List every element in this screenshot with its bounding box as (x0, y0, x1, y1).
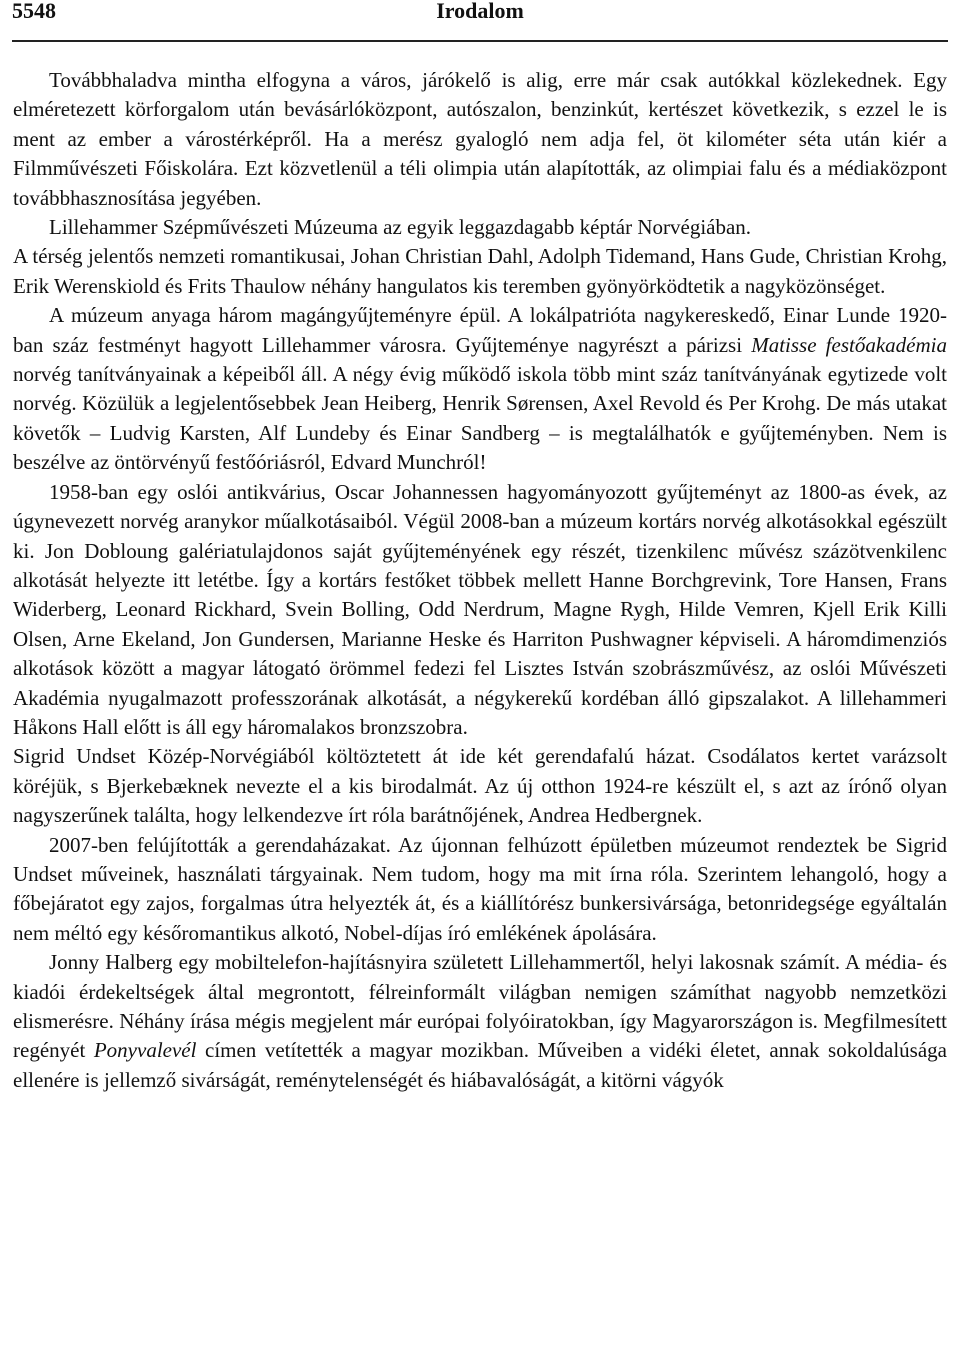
paragraph-text: címen vetítették a magyar mozikban. Műveiben a vidéki életet, annak sokoldalúsága ellenére is jellemző sivárságát, reménytelenségét és hiábavalóságát, a kitörni vágyók (13, 1038, 947, 1092)
section-title: Irodalom (436, 0, 524, 23)
paragraph: A térség jelentős nemzeti romantikusai, Johan Christian Dahl, Adolph Tidemand, Hans Gude, Christian Krohg, Erik Werenskiold és Frits Thaulow néhány hangulatos kis teremben gyönyörködtetik a nagyközönséget. (13, 244, 947, 298)
paragraph: Lillehammer Szépművészeti Múzeuma az egyik leggazdagabb képtár Norvégiában. (49, 215, 752, 240)
paragraph: 1958-ban egy oslói antikvárius, Oscar Johannessen hagyományozott gyűjteményt az 1800-as évek, az úgynevezett norvég aranykor műalkotásaiból. Végül 2008-ban a múzeum kortárs norvég alkotásokkal egészült ki. Jon Dobloung galériatulajdonos saját gyűjteményének egy részét, tizenkilenc művész százötvenkilenc alkotását helyezte itt letétbe. Így a kortárs festőket többek mellett Hanne Borchgrevink, Tore Hansen, Frans Widerberg, Leonard Rickhard, Svein Bolling, Odd Nerdrum, Magne Rygh, Hilde Vemren, Kjell Erik Killi Olsen, Arne Ekeland, Jon Gundersen, Marianne Heske és Harriton Pushwagner képviseli. A háromdimenziós alkotások között a magyar látogató örömmel fedezi fel Lisztes István szobrászművész, az oslói Művészeti Akadémia nyugalmazott professzorának alkotását, a négykerekű kordéban álló gipszalakot. A lillehammeri Håkons Hall előtt is áll egy háromalakos bronzszobra. (13, 479, 947, 739)
page-number: 5548 (12, 0, 56, 23)
article-body (13, 66, 947, 1095)
paragraph: Sigrid Undset Közép-Norvégiából költöztetett át ide két gerendafalú házat. Csodálatos kertet varázsolt köréjük, s Bjerkebæknek nevezte el a kis birodalmát. Az új otthon 1924-re készült el, s azt az írónő olyan nagyszerűnek találta, hogy lelkendezve írt róla barátnőjének, Andrea Hedbergnek. (13, 744, 947, 828)
paragraph-text: A múzeum anyaga három magángyűjteményre épül. A lokálpatrióta nagykereskedő, Einar Lunde 1920-ban száz festményt hagyott Lillehammer városra. Gyűjteménye nagyrészt a párizsi (13, 303, 947, 357)
header-rule (12, 40, 948, 42)
page-header (12, 0, 948, 32)
italic-term: Matisse festőakadémia (751, 332, 947, 357)
paragraph (13, 948, 947, 1095)
paragraph-text: norvég tanítványainak a képeiből áll. A négy évig működő iskola több mint száz tanítványának egytizede volt norvég. Közülük a legjelentősebbek Jean Heiberg, Henrik Sørensen, Axel Revold és Per Krohg. De más utakat követők – Ludvig Karsten, Alf Lundeby és Einar Sandberg – is megtalálhatók e gyűjteményben. Nem is beszélve az öntörvényű festőóriásról, Edvard Munchról! (13, 362, 947, 475)
italic-title: Ponyvalevél (93, 1038, 197, 1063)
paragraph: Továbbhaladva mintha elfogyna a város, járókelő is alig, erre már csak autókkal közlekednek. Egy elméretezett körforgalom után bevásárlóközpont, autószalon, benzinkút, kertészet következik, s ezzel le is ment az ember a várostérképről. Ha a merész gyalogló nem adja fel, öt kilométer séta után kiér a Filmművészeti Főiskolára. Ezt közvetlenül a téli olimpia után alapították, az olimpiai falu és a médiaközpont továbbhasznosítása jegyében. (13, 68, 947, 210)
paragraph-text: Jonny Halberg egy mobiltelefon-hajításnyira született Lillehammertől, helyi lakosnak számít. A média- és kiadói érdekeltségek által megrontott, félreinformált világban nemigen számíthat nagyobb nemzetközi elismerésre. Néhány írása mégis megjelent már európai folyóiratokban, így Magyarországon is. Megfilmesített regényét (13, 950, 947, 1063)
paragraph: 2007-ben felújították a gerendaházakat. Az újonnan felhúzott épületben múzeumot rendeztek be Sigrid Undset műveinek, használati tárgyainak. Nem tudom, hogy ma mit írna róla. Szerintem lehangoló, hogy a főbejáratot egy zajos, forgalmas útra helyezték át, és a kiállítórész bunkersivársága, betonridegsége egyáltalán nem méltó egy későromantikus alkotó, Nobel-díjas író emlékének ápolására. (13, 832, 947, 945)
paragraph (13, 301, 947, 477)
